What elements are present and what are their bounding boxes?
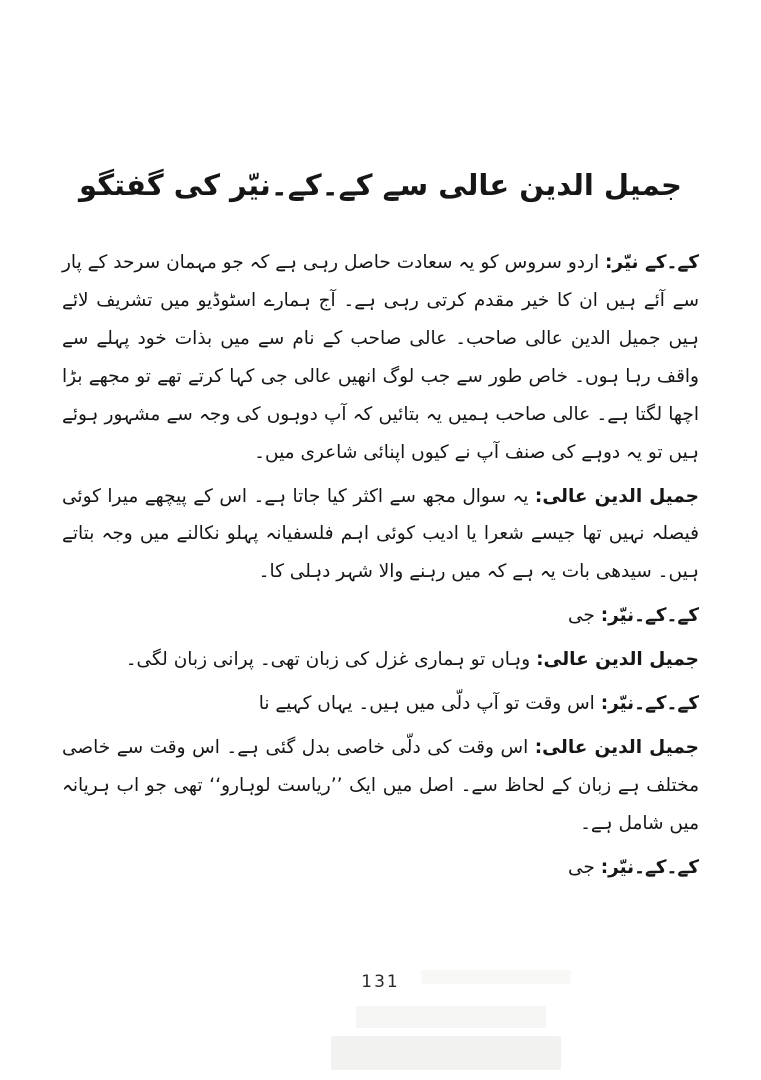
dialogue-entry [62,641,699,679]
dialogue-text: اس وقت کی دلّی خاصی بدل گئی ہے۔ اس وقت سے خاصی مختلف ہے زبان کے لحاظ سے۔ اصل میں ایک ’’ریاست لوہارو‘‘ تھی جو اب ہریانہ میں شامل ہے۔ [62,737,699,834]
dialogue-text: وہاں تو ہماری غزل کی زبان تھی۔ پرانی زبان لگی۔ [125,649,531,671]
speaker-label: جمیل الدین عالی: [534,737,699,759]
dialogue-transcript [62,244,699,887]
dialogue-text: اس وقت تو آپ دلّی میں ہیں۔ یہاں کہیے نا [258,693,595,715]
dialogue-text: یہ سوال مجھ سے اکثر کیا جاتا ہے۔ اس کے پیچھے میرا کوئی فیصلہ نہیں تھا جیسے شعرا یا ادیب کوئی اہم فلسفیانہ پہلو نکالنے میں وجہ بتاتے ہیں۔ سیدھی بات یہ ہے کہ میں رہنے والا شہر دہلی کا۔ [62,485,699,583]
speaker-label: کے۔کے۔نیّر: [600,693,699,715]
speaker-label: کے۔کے نیّر: [605,252,699,273]
dialogue-entry [62,729,699,843]
speaker-label: جمیل الدین عالی: [534,485,699,507]
speaker-label: کے۔کے۔نیّر: [600,856,699,878]
dialogue-entry [62,478,699,592]
speaker-label: جمیل الدین عالی: [536,649,699,671]
page-number: 131 [361,972,400,992]
dialogue-text: اردو سروس کو یہ سعادت حاصل رہی ہے کہ جو مہمان سرحد کے پار سے آئے ہیں ان کا خیر مقدم کرتی رہی ہے۔ آج ہمارے اسٹوڈیو میں تشریف لائے ہیں جمیل الدین عالی صاحب۔ عالی صاحب کے نام سے میں بذات خود پہلے سے واقف رہا ہوں۔ خاص طور سے جب لوگ انھیں عالی جی کہا کرتے تھے تو مجھے بڑا اچھا لگتا ہے۔ عالی صاحب ہمیں یہ بتائیں کہ آپ دوہوں کی وجہ سے مشہور ہوئے ہیں تو یہ دوہے کی صنف آپ نے کیوں اپنائی شاعری میں۔ [62,252,699,463]
dialogue-entry [62,244,699,472]
dialogue-entry [62,597,699,635]
scan-artifact [356,1006,546,1028]
page-title: جمیل الدین عالی سے کے۔کے۔نیّر کی گفتگو [79,168,682,202]
dialogue-entry [62,849,699,887]
dialogue-text: جی [567,856,595,878]
scan-artifact [331,1036,561,1070]
speaker-label: کے۔کے۔نیّر: [600,605,699,627]
dialogue-text: جی [567,605,595,627]
dialogue-entry [62,685,699,723]
